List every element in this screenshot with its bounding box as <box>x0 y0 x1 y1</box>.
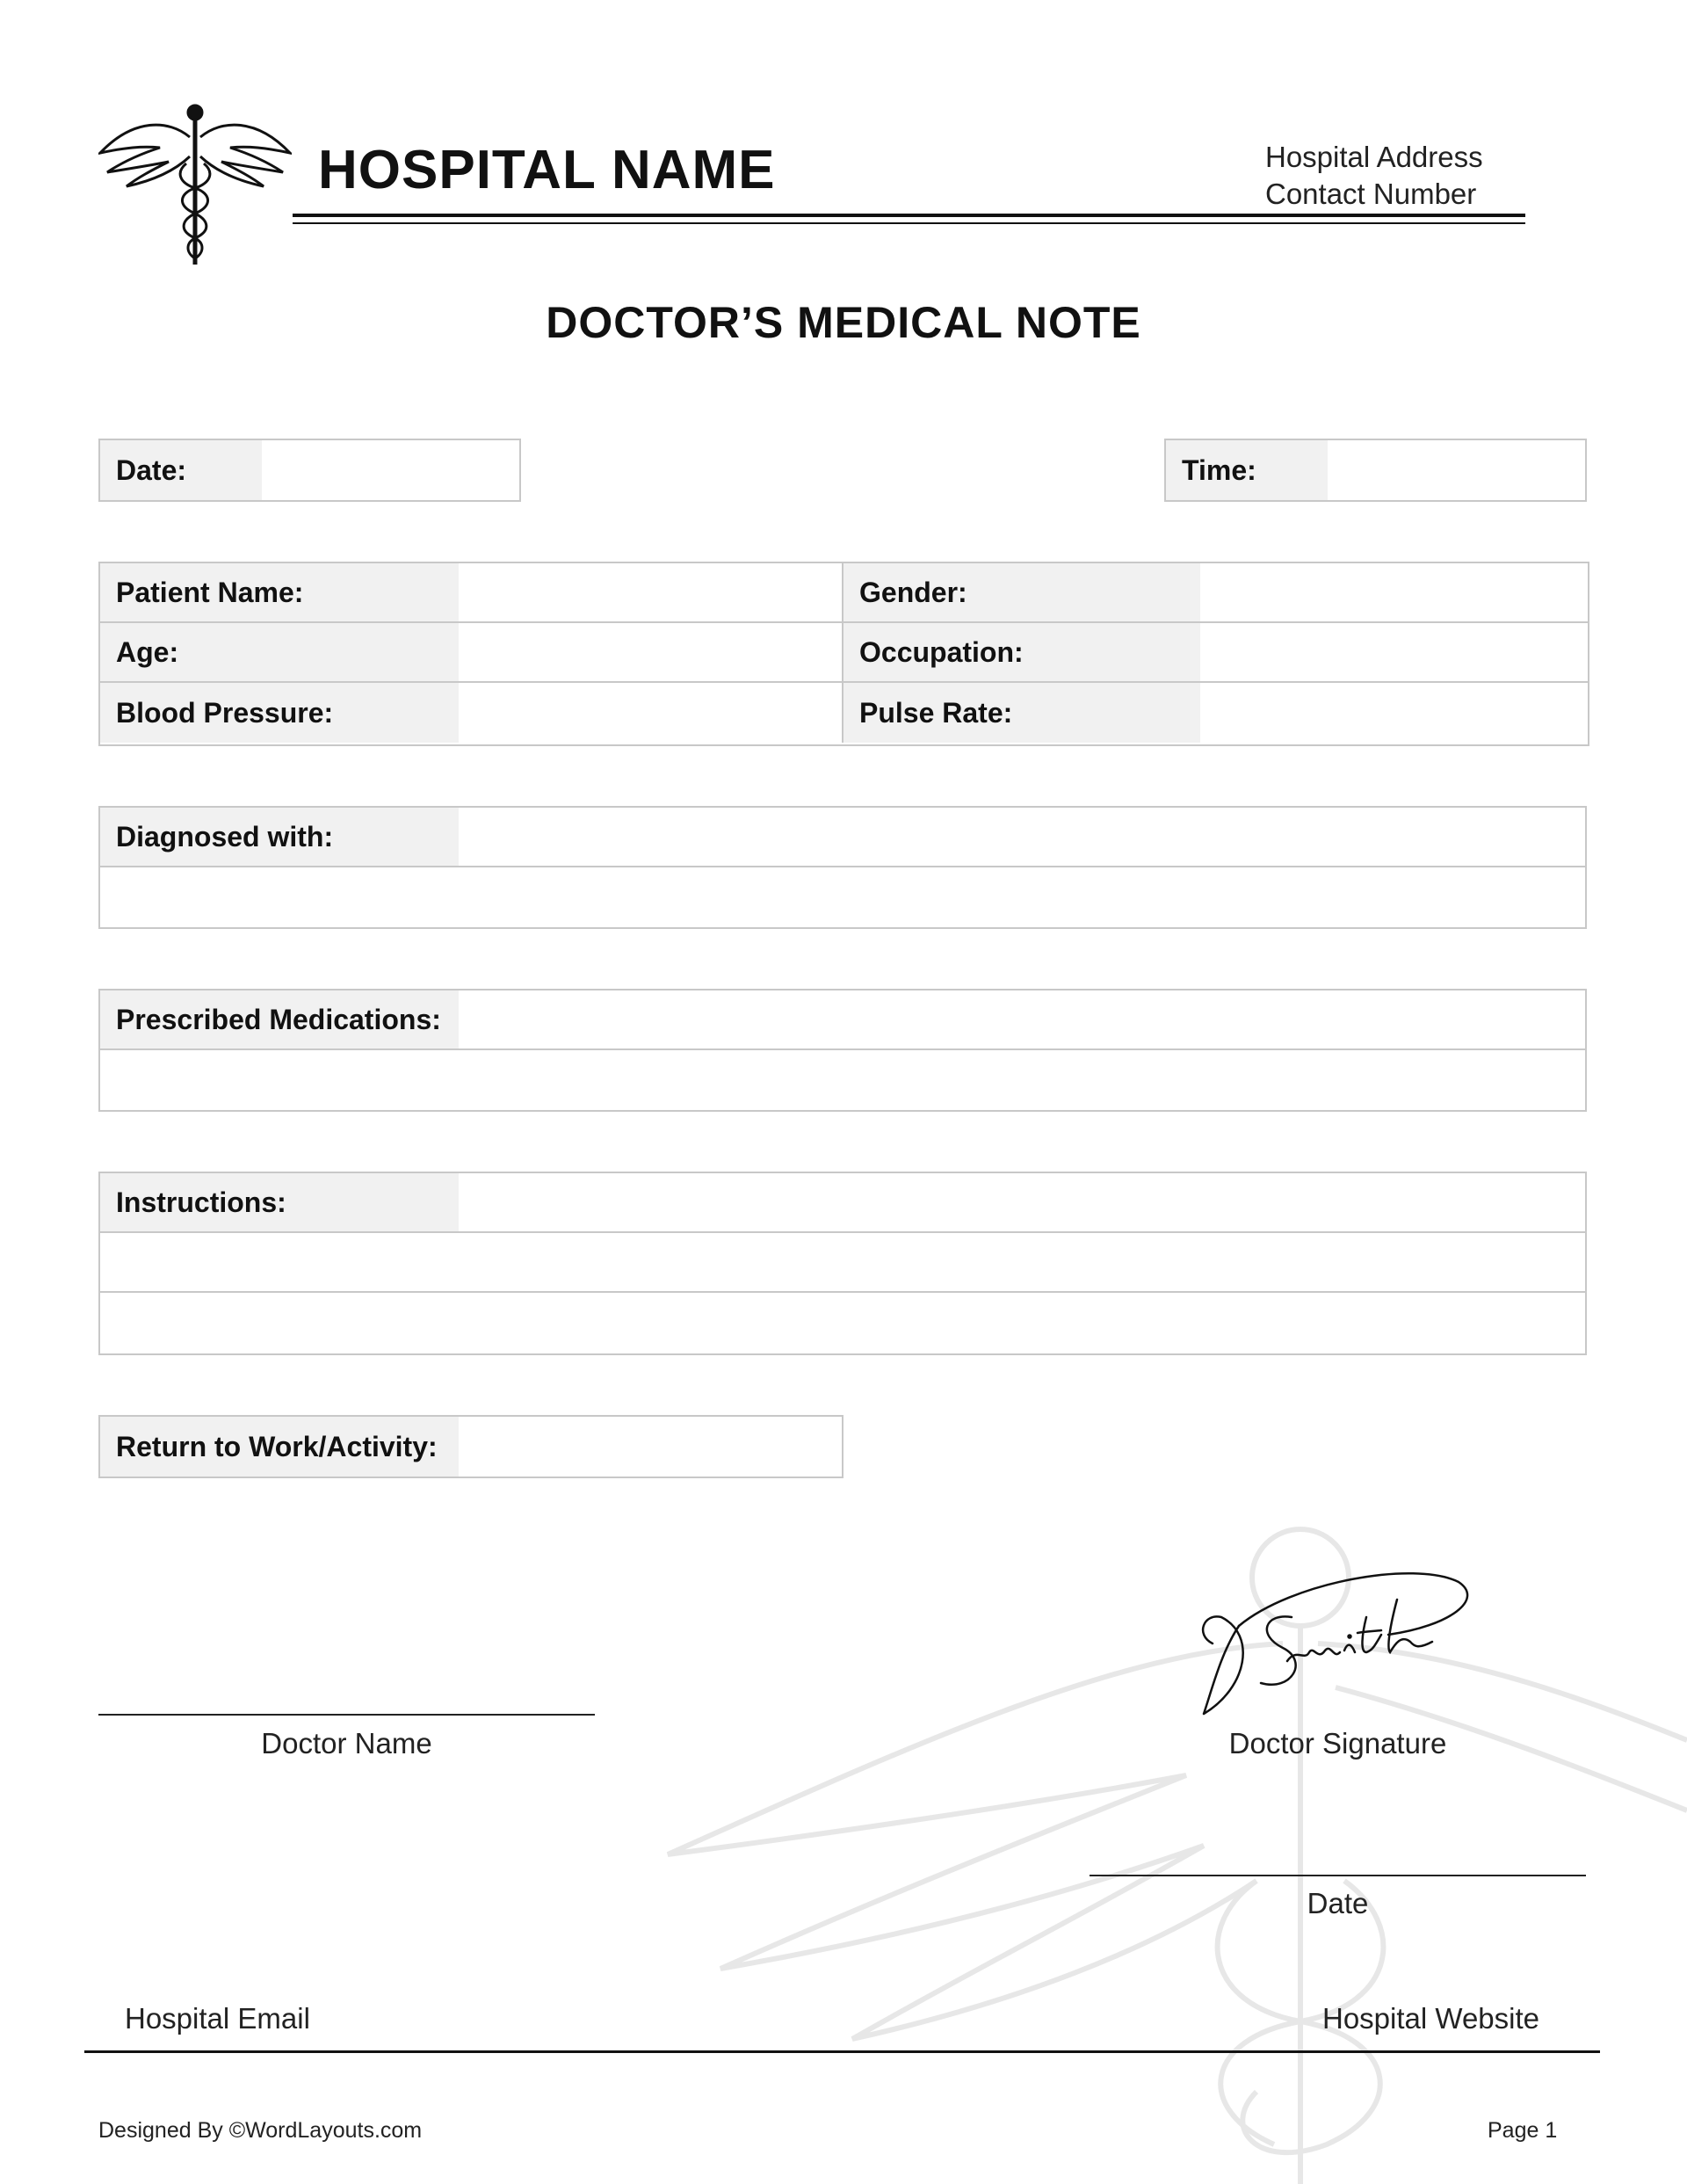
instructions-table <box>98 1172 1587 1355</box>
return-to-work-input[interactable] <box>459 1417 842 1477</box>
hospital-address: Hospital Address <box>1265 141 1483 173</box>
blood-pressure-label: Blood Pressure: <box>100 683 459 743</box>
time-label: Time: <box>1166 440 1328 500</box>
return-to-work-label: Return to Work/Activity: <box>100 1417 459 1477</box>
date-field-box <box>98 439 521 502</box>
contact-number: Contact Number <box>1265 178 1477 210</box>
instructions-input[interactable] <box>459 1173 1585 1231</box>
diagnosis-table <box>98 806 1587 929</box>
date-input[interactable] <box>262 440 519 500</box>
designed-by-credit: Designed By ©WordLayouts.com <box>98 2118 423 2143</box>
time-input[interactable] <box>1328 440 1585 500</box>
date-signature-line <box>1090 1875 1586 1876</box>
diagnosed-input[interactable] <box>459 808 1585 866</box>
hospital-contact-block <box>1265 139 1483 213</box>
occupation-input[interactable] <box>1200 623 1588 681</box>
diagnosed-label: Diagnosed with: <box>100 808 459 866</box>
instructions-input-line-3[interactable] <box>100 1293 1585 1353</box>
header-rule-thick <box>293 214 1525 217</box>
gender-label: Gender: <box>842 563 1200 621</box>
pulse-rate-label: Pulse Rate: <box>842 683 1200 743</box>
date-label: Date: <box>100 440 262 500</box>
header-rule-thin <box>293 222 1525 224</box>
gender-input[interactable] <box>1200 563 1588 621</box>
doctor-signature-caption: Doctor Signature <box>1228 1727 1447 1760</box>
date-caption: Date <box>1307 1887 1369 1919</box>
doctor-signature-image <box>1186 1564 1476 1723</box>
page-number: Page 1 <box>1488 2118 1558 2143</box>
medications-label: Prescribed Medications: <box>100 990 459 1048</box>
medications-input[interactable] <box>459 990 1585 1048</box>
medications-input-line-2[interactable] <box>100 1050 1585 1110</box>
footer-rule <box>84 2050 1600 2053</box>
age-input[interactable] <box>459 623 842 681</box>
caduceus-logo-icon <box>98 102 292 269</box>
time-field-box <box>1164 439 1587 502</box>
blood-pressure-input[interactable] <box>459 683 842 743</box>
patient-info-table <box>98 562 1589 746</box>
instructions-label: Instructions: <box>100 1173 459 1231</box>
pulse-rate-input[interactable] <box>1200 683 1588 743</box>
hospital-name: HOSPITAL NAME <box>318 140 776 200</box>
doctor-name-caption: Doctor Name <box>261 1727 432 1760</box>
patient-name-label: Patient Name: <box>100 563 459 621</box>
medications-table <box>98 989 1587 1112</box>
return-to-work-box <box>98 1415 844 1478</box>
hospital-website: Hospital Website <box>1322 2002 1540 2035</box>
caduceus-watermark-icon <box>589 1512 1687 2184</box>
diagnosed-input-line-2[interactable] <box>100 867 1585 927</box>
hospital-email: Hospital Email <box>125 2002 310 2035</box>
occupation-label: Occupation: <box>842 623 1200 681</box>
patient-name-input[interactable] <box>459 563 842 621</box>
age-label: Age: <box>100 623 459 681</box>
instructions-input-line-2[interactable] <box>100 1233 1585 1291</box>
doctor-name-line <box>98 1714 595 1716</box>
document-title: DOCTOR’S MEDICAL NOTE <box>546 298 1141 347</box>
